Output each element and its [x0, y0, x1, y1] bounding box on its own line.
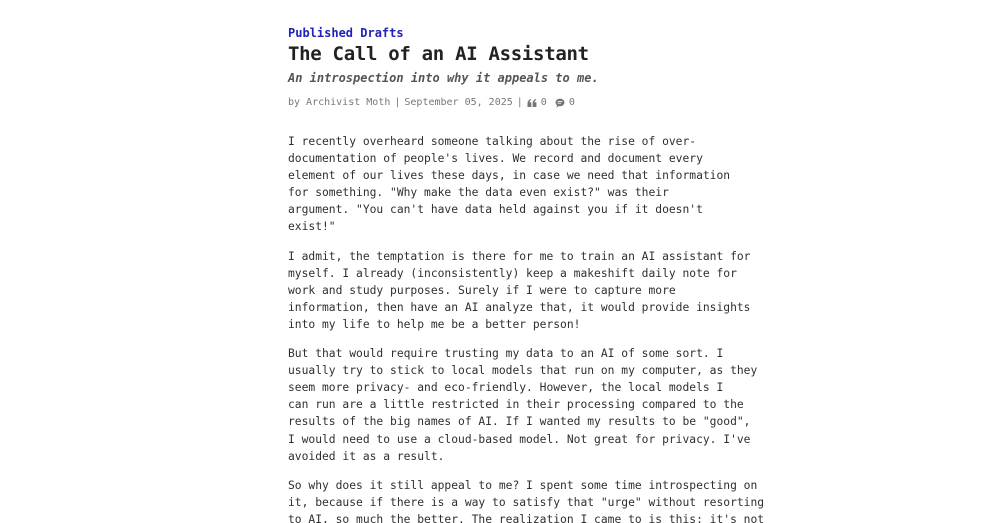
text-line: documentation of people's lives. We record and document every [288, 152, 703, 166]
post-subtitle: An introspection into why it appeals to me. [288, 71, 599, 85]
comment-count: 0 [568, 97, 575, 108]
paragraph [288, 345, 758, 465]
text-line: argument. "You can't have data held against you if it doesn't [288, 203, 703, 217]
text-line: But that would require trusting my data to an AI of some sort. I [288, 347, 724, 361]
category-link[interactable]: Published Drafts [288, 26, 404, 40]
text-line: usually try to stick to local models that run on my computer, as they [288, 364, 758, 378]
text-line: for something. "Why make the data even exist?" was their [288, 186, 669, 200]
text-line: exist!" [288, 220, 336, 234]
quote-count: 0 [540, 97, 547, 108]
text-line: element of our lives these days, in case we need that information [288, 169, 731, 183]
text-line: results of the big names of AI. If I wanted my results to be "good", [288, 415, 751, 429]
meta-separator: | [394, 97, 401, 108]
text-line: to AI, so much the better. The realization I came to is this: it's not [288, 512, 765, 523]
text-line: I admit, the temptation is there for me to train an AI assistant for [288, 249, 751, 263]
paragraph [288, 248, 751, 333]
text-line: seem more privacy- and eco-friendly. However, the local models I [288, 381, 724, 395]
post-meta [288, 97, 575, 108]
post-title: The Call of an AI Assistant [288, 43, 589, 65]
text-line: it, because if there is a way to satisfy that "urge" without resorting [288, 495, 765, 509]
text-line: into my life to help me be a better person! [288, 317, 581, 331]
text-line: I would need to use a cloud-based model. Not great for privacy. I've [288, 432, 751, 446]
byline: by Archivist Moth [288, 97, 391, 108]
text-line: So why does it still appeal to me? I spent some time introspecting on [288, 478, 758, 492]
comment-bubble-icon[interactable] [555, 98, 565, 108]
meta-separator: | [516, 97, 523, 108]
post-date: September 05, 2025 [404, 97, 513, 108]
text-line: myself. I already (inconsistently) keep a makeshift daily note for [288, 266, 737, 280]
text-line: work and study purposes. Surely if I were to capture more [288, 283, 676, 297]
quote-icon[interactable] [527, 98, 537, 108]
text-line: avoided it as a result. [288, 449, 445, 463]
paragraph [288, 133, 731, 236]
text-line: can run are a little restricted in their processing compared to the [288, 398, 744, 412]
paragraph [288, 477, 765, 523]
post-body [288, 133, 765, 523]
text-line: I recently overheard someone talking about the rise of over- [288, 135, 697, 148]
text-line: information, then have an AI analyze that, it would provide insights [288, 300, 751, 314]
